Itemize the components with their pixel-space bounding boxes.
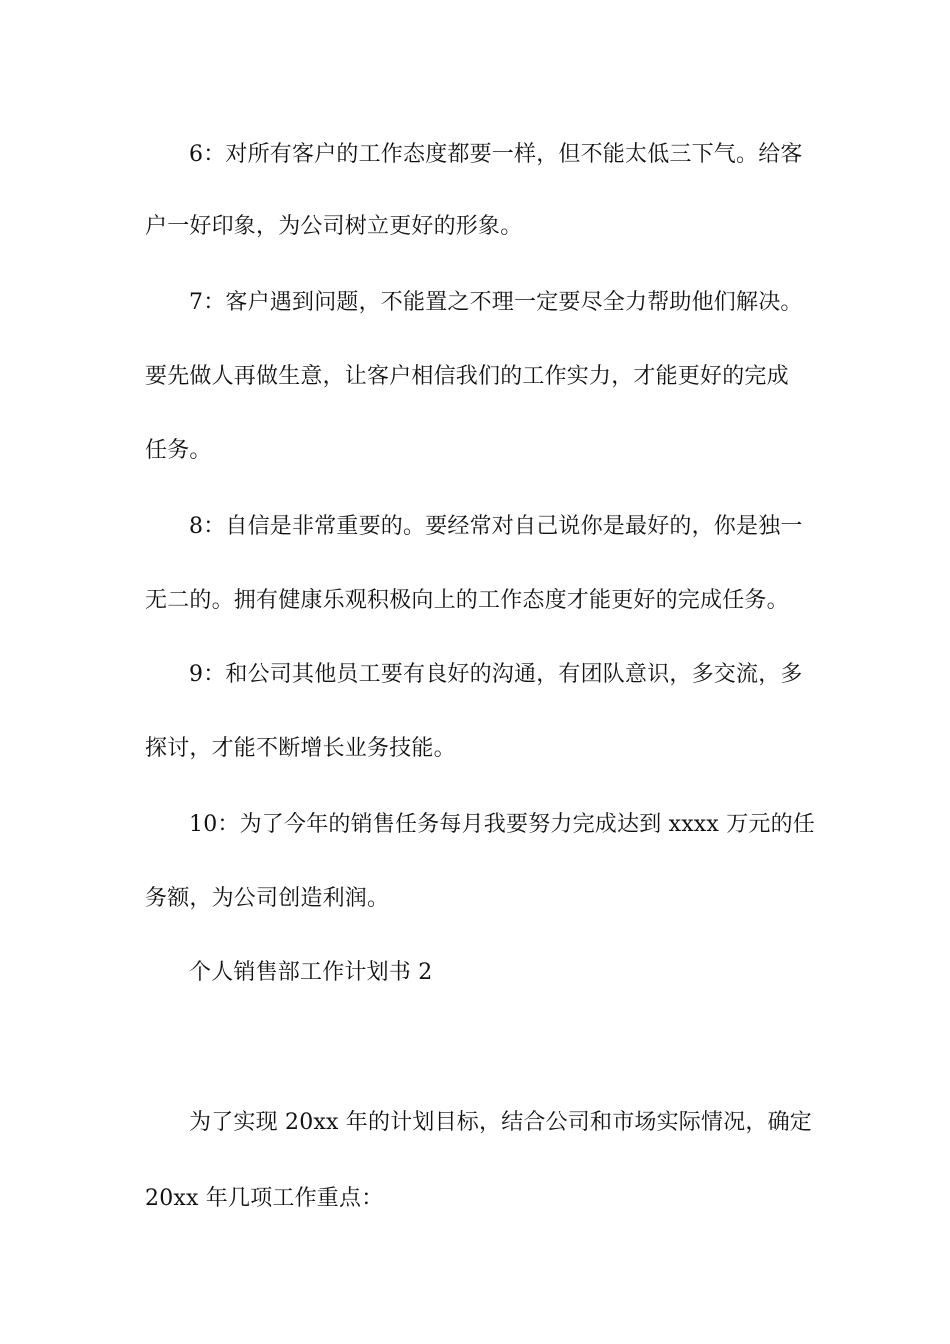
paragraph-9-line-1: 9：和公司其他员工要有良好的沟通，有团队意识，多交流，多	[189, 662, 803, 687]
paragraph-7-line-3: 任务。	[145, 438, 212, 463]
paragraph-8-line-2: 无二的。拥有健康乐观积极向上的工作态度才能更好的完成任务。	[145, 588, 789, 613]
paragraph-6-line-1: 6：对所有客户的工作态度都要一样，但不能太低三下气。给客	[189, 142, 803, 167]
paragraph-7-line-1: 7：客户遇到问题，不能置之不理一定要尽全力帮助他们解决。	[189, 290, 803, 315]
intro-paragraph-line-2: 20xx 年几项工作重点：	[145, 1186, 384, 1211]
intro-paragraph-line-1: 为了实现 20xx 年的计划目标，结合公司和市场实际情况，确定	[189, 1110, 812, 1135]
paragraph-7-line-2: 要先做人再做生意，让客户相信我们的工作实力，才能更好的完成	[145, 364, 789, 389]
paragraph-10-line-2: 务额，为公司创造利润。	[145, 886, 390, 911]
paragraph-9-line-2: 探讨，才能不断增长业务技能。	[145, 736, 456, 761]
paragraph-6-line-2: 户一好印象，为公司树立更好的形象。	[145, 214, 523, 239]
paragraph-8-line-1: 8：自信是非常重要的。要经常对自己说你是最好的，你是独一	[189, 514, 803, 539]
section-heading: 个人销售部工作计划书 2	[189, 960, 433, 985]
paragraph-10-line-1: 10：为了今年的销售任务每月我要努力完成达到 xxxx 万元的任	[189, 812, 816, 837]
